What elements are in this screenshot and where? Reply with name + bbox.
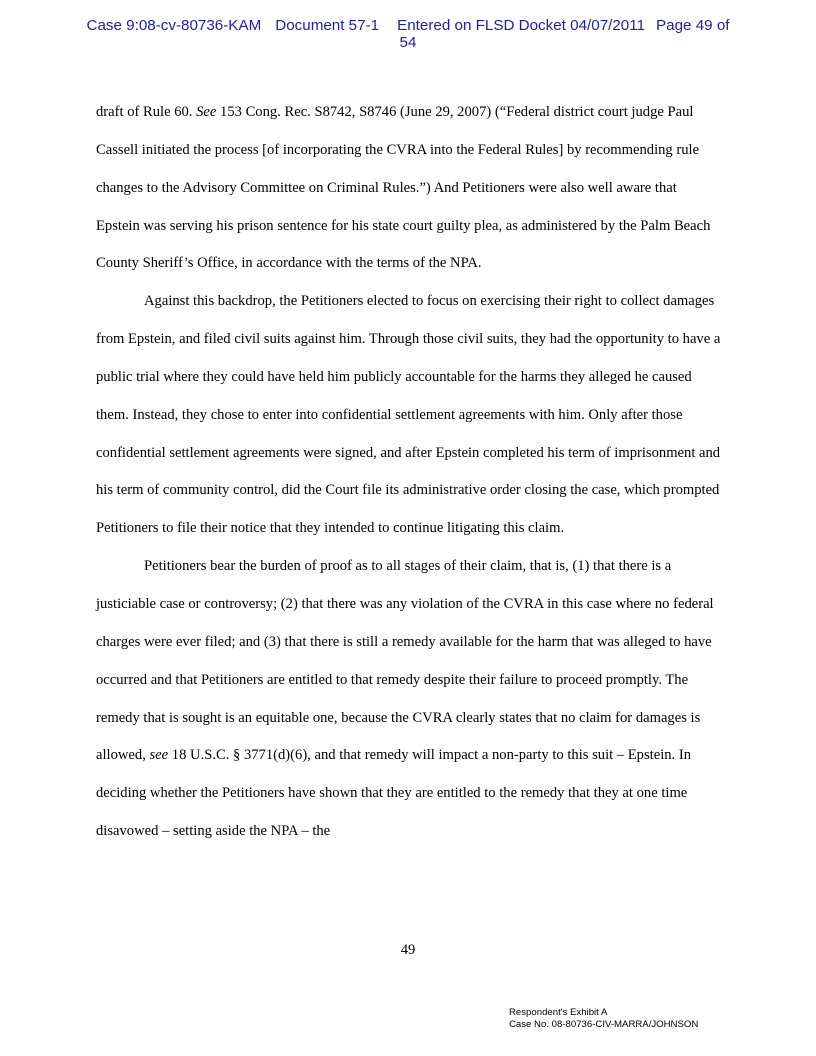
- page-number: 49: [400, 942, 416, 958]
- case-number: Case 9:08-cv-80736-KAM: [86, 17, 262, 34]
- page-of-label: Page 49 of: [656, 17, 730, 34]
- ecf-docket-header: [0, 17, 816, 51]
- document-body: [96, 94, 721, 851]
- paragraph-text: 153 Cong. Rec. S8742, S8746 (June 29, 2007) (“Federal district court judge Paul Cassell initiated the process [of incorporating the CVRA into the Federal Rules] by recommending rule changes to the Advisory Committee on Criminal Rules.”) And Petitioners were also well aware that Epstein was serving his prison sentence for his state court guilty plea, as administered by the Palm Beach County Sheriff’s Office, in accordance with the terms of the NPA.: [96, 104, 711, 272]
- exhibit-stamp: [509, 1007, 698, 1030]
- paragraph-text: 18 U.S.C. § 3771(d)(6), and that remedy will impact a non-party to this suit – Epstein. In deciding whether the Petitioners have shown that they are entitled to the remedy that they at one time disavowed – setting aside the NPA – the: [96, 747, 692, 840]
- docket-entry-date: Entered on FLSD Docket 04/07/2011: [397, 17, 646, 34]
- paragraph-backdrop: Against this backdrop, the Petitioners elected to focus on exercising their right to collect damages from Epstein, and filed civil suits against him. Through those civil suits, they had the opportunity to have a public trial where they could have held him publicly accountable for the harms they alleged he caused them. Instead, they chose to enter into confidential settlement agreements with him. Only after those confidential settlement agreements were signed, and after Epstein completed his term of imprisonment and his term of community control, did the Court file its administrative order closing the case, which prompted Petitioners to file their notice that they intended to continue litigating this claim.: [96, 293, 721, 537]
- citation-signal: see: [149, 747, 169, 764]
- paragraph-continuation: [96, 94, 721, 283]
- ecf-header-line: [0, 17, 816, 34]
- paragraph-burden-of-proof: [96, 548, 721, 851]
- citation-signal: See: [196, 104, 217, 120]
- page-total: 54: [399, 34, 417, 51]
- exhibit-case-number: Case No. 08-80736-CIV-MARRA/JOHNSON: [509, 1018, 699, 1030]
- document-number: Document 57-1: [275, 17, 380, 34]
- exhibit-title: Respondent's Exhibit A: [509, 1007, 608, 1018]
- paragraph-text: Petitioners bear the burden of proof as to all stages of their claim, that is, (1) that there is a justiciable case or controversy; (2) that there was any violation of the CVRA in this case where no federal charges were ever filed; and (3) that there is still a remedy available for the harm that was alleged to have occurred and that Petitioners are entitled to that remedy despite their failure to proceed promptly. The remedy that is sought is an equitable one, because the CVRA clearly states that no claim for damages is allowed,: [96, 558, 714, 764]
- paragraph-text: draft of Rule 60.: [96, 104, 197, 120]
